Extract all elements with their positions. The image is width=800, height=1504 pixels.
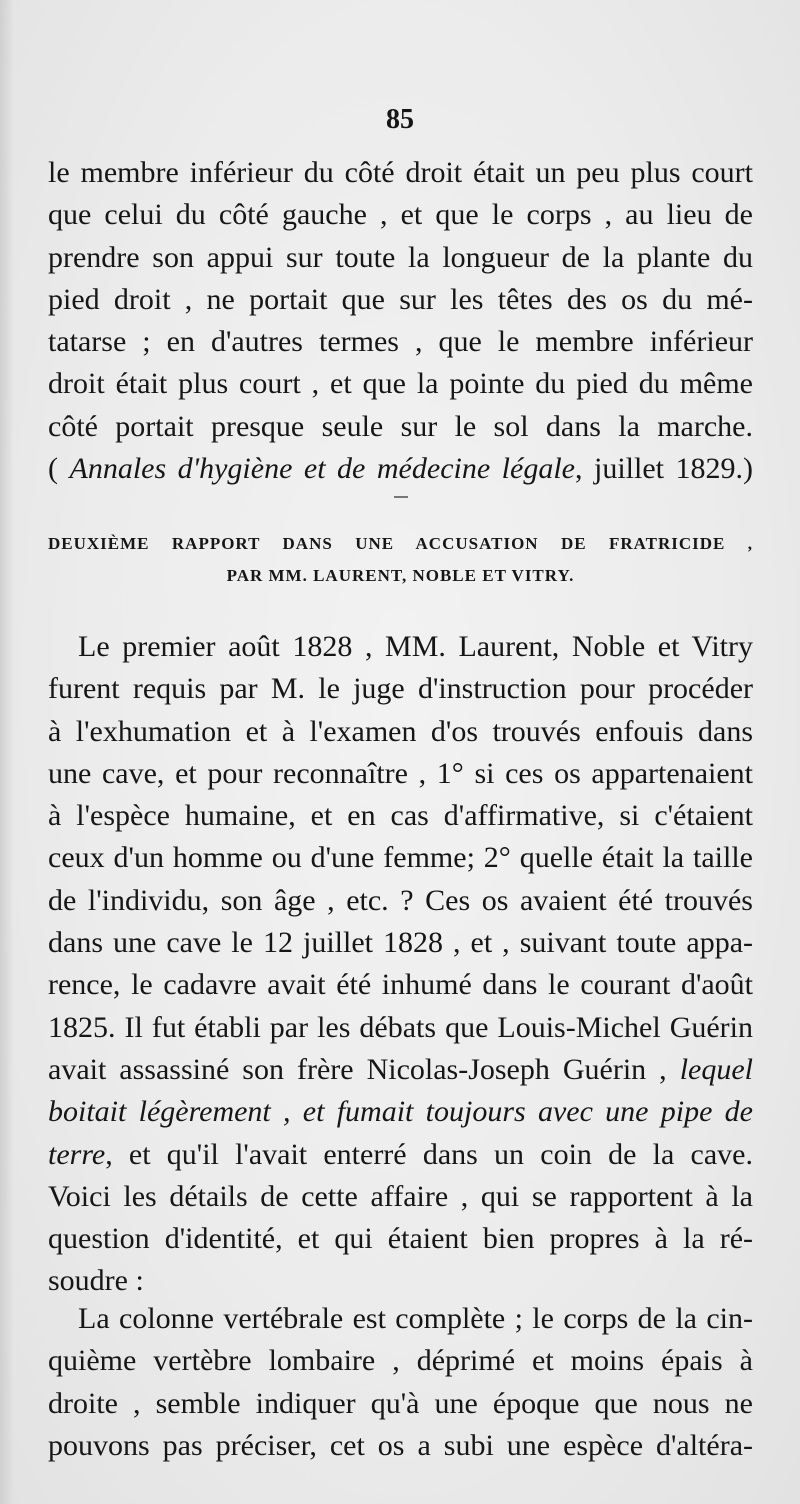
text-line — [48, 1049, 753, 1091]
text-line: à l'espèce humaine, et en cas d'affirmative, si c'étaient — [48, 799, 753, 833]
text-line: dans une cave le 12 juillet 1828 , et , suivant toute appa- — [48, 926, 753, 960]
text-line: que celui du côté gauche , et que le corps , au lieu de — [48, 198, 753, 232]
text-line: 1825. Il fut établi par les débats que Louis-Michel Guérin — [48, 1010, 753, 1044]
text-line: Voici les détails de cette affaire , qui se rapportent à la — [48, 1179, 753, 1213]
page-edge-shadow — [0, 0, 14, 1504]
italic-segment: lequel — [679, 1052, 753, 1086]
section-divider — [394, 496, 408, 498]
text-segment: avait assassiné son frère Nicolas-Joseph Guérin , — [48, 1052, 680, 1086]
heading-line-2: PAR MM. LAURENT, NOBLE ET VITRY. — [226, 566, 575, 585]
text-line: soudre : — [48, 1264, 144, 1298]
citation-line — [48, 448, 753, 490]
text-line: de l'individu, son âge , etc. ? Ces os avaient été trouvés — [48, 883, 753, 917]
paragraph-3 — [48, 1298, 753, 1467]
text-line: tatarse ; en d'autres termes , que le membre inférieur — [48, 325, 753, 359]
text-line: rence, le cadavre avait été inhumé dans le courant d'août — [48, 968, 753, 1002]
text-line: le membre inférieur du côté droit était un peu plus court — [48, 156, 753, 189]
paragraph-2 — [48, 626, 753, 1303]
text-line: côté portait presque seule sur le sol dans la marche. — [48, 409, 753, 443]
citation-open: ( — [48, 452, 58, 486]
text-line: ceux d'un homme ou d'une femme; 2° quelle était la taille — [48, 841, 753, 875]
text-line — [48, 1091, 753, 1133]
text-line: furent requis par M. le juge d'instruction pour procéder — [48, 672, 753, 706]
text-line: droit était plus court , et que la pointe du pied du même — [48, 367, 753, 401]
text-line: question d'identité, et qui étaient bien propres à la ré- — [48, 1222, 753, 1256]
text-segment: , et qu'il l'avait enterré dans un coin de la cave. — [105, 1137, 753, 1171]
citation-title: Annales d'hygiène et de médecine légale — [69, 452, 575, 486]
heading-line-1: DEUXIÈME RAPPORT DANS UNE ACCUSATION DE FRATRICIDE , — [48, 534, 753, 553]
italic-segment: boitait légèrement , et fumait toujours avec une pipe de — [48, 1095, 753, 1129]
text-line: prendre son appui sur toute la longueur de la plante du — [48, 240, 753, 274]
paragraph-1 — [48, 152, 753, 490]
text-line: pouvons pas préciser, cet os a subi une espèce d'altéra- — [48, 1428, 753, 1462]
text-line: quième vertèbre lombaire , déprimé et moins épais à — [48, 1344, 753, 1378]
text-line: à l'exhumation et à l'examen d'os trouvés enfouis dans — [48, 714, 753, 748]
citation-rest: , juillet 1829.) — [574, 452, 753, 486]
text-line: droite , semble indiquer qu'à une époque que nous ne — [48, 1386, 753, 1420]
page-number: 85 — [386, 104, 414, 135]
text-line: une cave, et pour reconnaître , 1° si ces os appartenaient — [48, 756, 753, 790]
text-line — [48, 1134, 753, 1176]
text-line: La colonne vertébrale est complète ; le corps de la cin- — [78, 1302, 753, 1335]
text-line: pied droit , ne portait que sur les têtes des os du mé- — [48, 282, 753, 316]
italic-segment: terre — [48, 1137, 106, 1171]
text-line: Le premier août 1828 , MM. Laurent, Noble et Vitry — [78, 630, 753, 663]
section-heading — [48, 528, 753, 592]
